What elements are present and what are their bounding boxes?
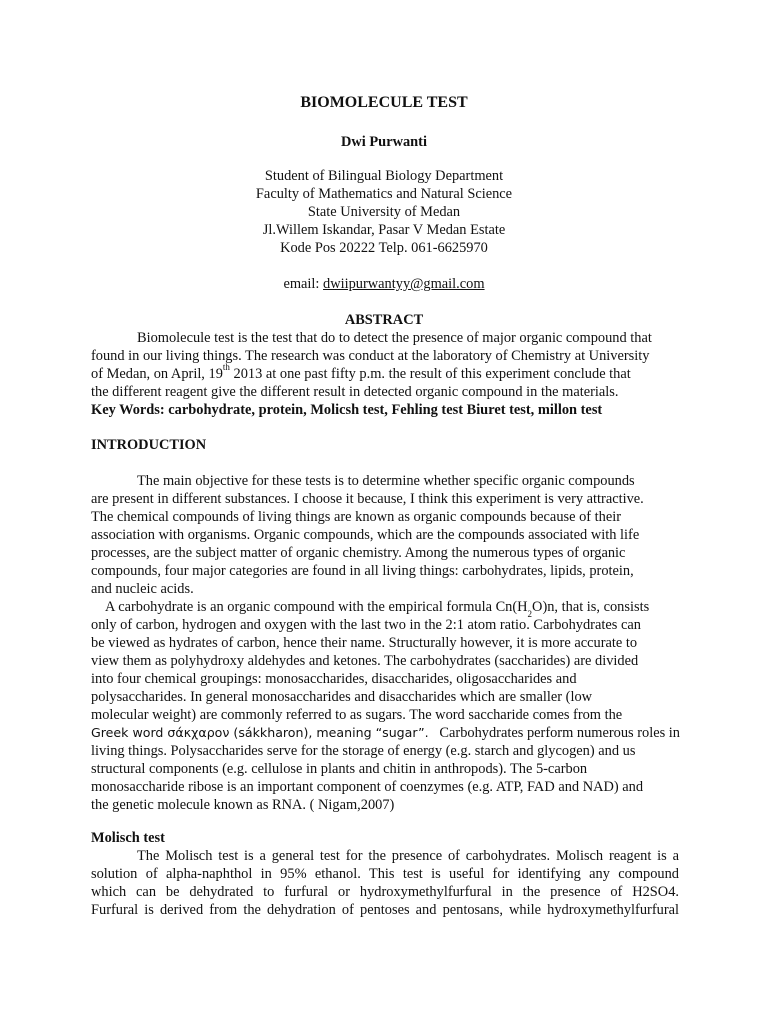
paragraph-line: association with organisms. Organic compounds, which are the compounds associated with life bbox=[91, 527, 640, 543]
abstract-line: found in our living things. The research was conduct at the laboratory of Chemistry at University bbox=[91, 348, 650, 364]
paragraph-line: monosaccharide ribose is an important component of coenzymes (e.g. ATP, FAD and NAD) and bbox=[91, 779, 644, 795]
greek-word-text: Greek word σάκχαρον (sákkharon), meaning “sugar”. bbox=[91, 725, 429, 740]
keywords-line: Key Words: carbohydrate, protein, Molicsh test, Fehling test Biuret test, millon test bbox=[91, 402, 603, 418]
abstract-heading: ABSTRACT bbox=[344, 312, 424, 328]
affiliation-line: Kode Pos 20222 Telp. 061-6625970 bbox=[280, 240, 488, 256]
superscript: th bbox=[222, 362, 230, 373]
affiliation-line: Student of Bilingual Biology Department bbox=[264, 168, 504, 184]
abstract-line: Biomolecule test is the test that do to detect the presence of major organic compound that bbox=[137, 330, 652, 346]
paragraph-line: A carbohydrate is an organic compound with the empirical formula $Cn(H_2O)n$, that is, consists bbox=[105, 599, 650, 619]
email-link[interactable]: dwiipurwantyy@gmail.com bbox=[323, 276, 485, 292]
paragraph-line: view them as polyhydroxy aldehydes and ketones. The carbohydrates (saccharides) are divided bbox=[91, 653, 639, 669]
paragraph-line: Greek word σάκχαρον (sákkharon), meaning “sugar”. Carbohydrates perform numerous roles in bbox=[91, 725, 681, 741]
affiliation-line: State University of Medan bbox=[307, 204, 461, 220]
molisch-heading: Molisch test bbox=[91, 830, 165, 846]
paragraph-line: The main objective for these tests is to determine whether specific organic compounds bbox=[137, 473, 635, 489]
paragraph-line: the genetic molecule known as RNA. ( Nigam,2007) bbox=[91, 797, 395, 813]
introduction-heading: INTRODUCTION bbox=[91, 437, 207, 453]
affiliation-line: Faculty of Mathematics and Natural Science bbox=[255, 186, 513, 202]
paragraph-line: Furfural is derived from the dehydration of pentoses and pentosans, while hydroxymethylfurfural bbox=[91, 902, 679, 918]
paragraph-line: living things. Polysaccharides serve for the storage of energy (e.g. starch and glycogen) and us bbox=[91, 743, 636, 759]
paragraph-line: which can be dehydrated to furfural or hydroxymethylfurfural in the presence of H2SO4. bbox=[91, 884, 679, 900]
paragraph-line: be viewed as hydrates of carbon, hence their name. Structurally however, it is more accurate to bbox=[91, 635, 638, 651]
paragraph-line: The chemical compounds of living things are known as organic compounds because of their bbox=[91, 509, 622, 525]
paragraph-line: molecular weight) are commonly referred to as sugars. The word saccharide comes from the bbox=[91, 707, 623, 723]
paragraph-line: polysaccharides. In general monosaccharides and disaccharides which are smaller (low bbox=[91, 689, 593, 705]
abstract-line: the different reagent give the different result in detected organic compound in the materials. bbox=[91, 384, 619, 400]
paragraph-line: and nucleic acids. bbox=[91, 581, 194, 597]
paragraph-line: processes, are the subject matter of organic chemistry. Among the numerous types of organic bbox=[91, 545, 626, 561]
paragraph-line: compounds, four major categories are found in all living things: carbohydrates, lipids, protein, bbox=[91, 563, 634, 579]
paragraph-line: structural components (e.g. cellulose in plants and chitin in anthropods). The 5-carbon bbox=[91, 761, 588, 777]
subscript: 2 bbox=[527, 608, 533, 619]
paragraph-line: The Molisch test is a general test for the presence of carbohydrates. Molisch reagent is a bbox=[137, 848, 679, 864]
paper-title: BIOMOLECULE TEST bbox=[300, 94, 468, 111]
paragraph-line: into four chemical groupings: monosaccharides, disaccharides, oligosaccharides and bbox=[91, 671, 577, 687]
email-label: email: bbox=[283, 276, 320, 292]
paragraph-line: only of carbon, hydrogen and oxygen with the last two in the 2:1 atom ratio. Carbohydrates can bbox=[91, 617, 641, 633]
abstract-line: of Medan, on April, 19th 2013 at one past fifty p.m. the result of this experiment conclude that bbox=[91, 362, 631, 382]
paragraph-line: solution of alpha-naphthol in 95% ethanol. This test is useful for identifying any compound bbox=[91, 866, 679, 882]
affiliation-line: Jl.Willem Iskandar, Pasar V Medan Estate bbox=[262, 222, 506, 238]
paragraph-line: are present in different substances. I choose it because, I think this experiment is very attractive. bbox=[91, 491, 644, 507]
email-line bbox=[0, 275, 768, 293]
author-name: Dwi Purwanti bbox=[341, 134, 427, 150]
